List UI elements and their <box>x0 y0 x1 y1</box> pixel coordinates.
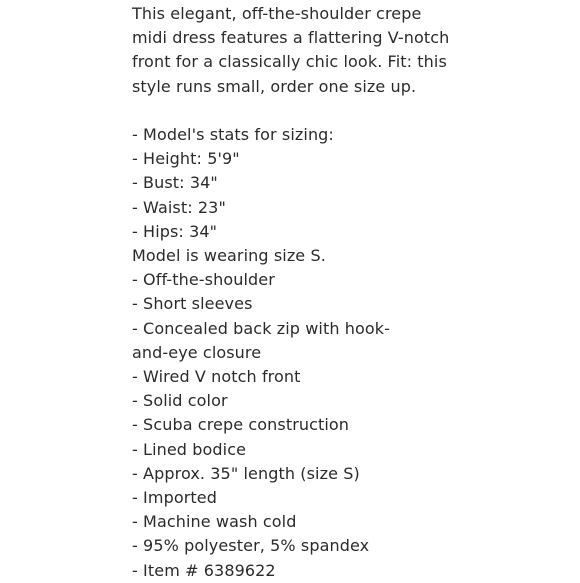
description-intro: This elegant, off-the-shoulder crepe midi dress features a flattering V-notch front for a classically chic look. Fit: this style runs small, order one size up. <box>132 4 450 96</box>
detail-line-item-number: - Item # 6389622 <box>132 560 276 580</box>
detail-line-off-shoulder: - Off-the-shoulder <box>132 270 275 290</box>
detail-line-wash: - Machine wash cold <box>132 512 297 532</box>
product-description <box>132 2 572 583</box>
detail-line-imported: - Imported <box>132 488 217 508</box>
detail-line-waist: - Waist: 23" <box>132 197 226 217</box>
detail-line-construction: - Scuba crepe construction <box>132 415 350 435</box>
paragraph-spacer <box>132 99 572 123</box>
detail-line-v-notch: - Wired V notch front <box>132 367 301 387</box>
detail-line-model-size: Model is wearing size S. <box>132 246 326 266</box>
detail-line-length: - Approx. 35" length (size S) <box>132 463 360 483</box>
detail-line-height: - Height: 5'9" <box>132 149 240 169</box>
detail-line-bodice: - Lined bodice <box>132 439 247 459</box>
detail-line-model-stats: - Model's stats for sizing: <box>132 125 334 144</box>
detail-line-zip: - Concealed back zip with hook-and-eye closure <box>132 318 391 362</box>
detail-line-sleeves: - Short sleeves <box>132 294 253 314</box>
detail-line-fabric: - 95% polyester, 5% spandex <box>132 536 370 556</box>
detail-line-hips: - Hips: 34" <box>132 221 218 241</box>
detail-line-bust: - Bust: 34" <box>132 173 218 193</box>
details-list <box>132 123 572 583</box>
detail-line-color: - Solid color <box>132 391 228 411</box>
